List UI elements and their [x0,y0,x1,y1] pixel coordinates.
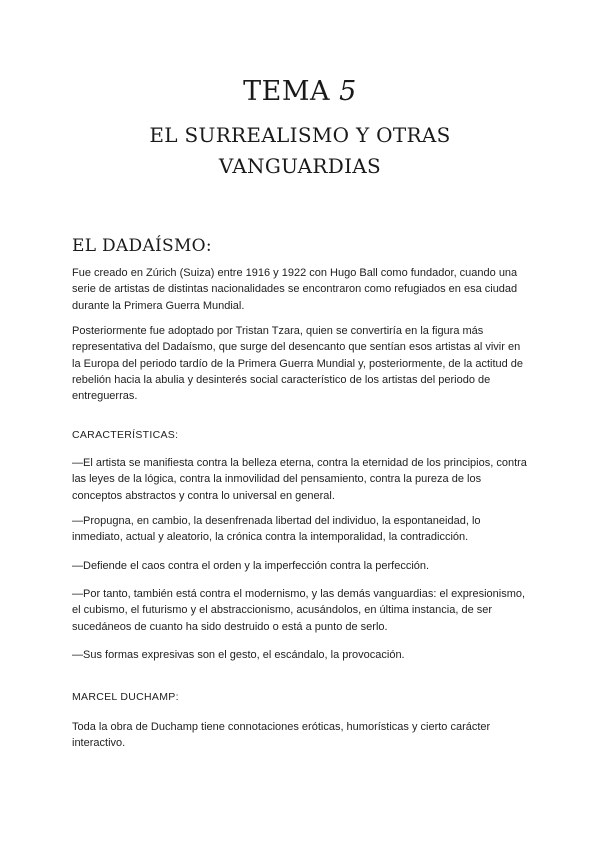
page-title [0,76,600,107]
subtitle-line-2: VANGUARDIAS [218,154,382,178]
caracteristica-item-2: —Propugna, en cambio, la desenfrenada libertad del individuo, la espontaneidad, lo inmediato, actual y aleatorio, la crónica contra la intemporalidad, la contradicción. [72,515,481,544]
page-subtitle [0,120,600,182]
paragraph-tzara: Posteriormente fue adoptado por Tristan Tzara, quien se convertiría en la figura más representativa del Dadaísmo, que surge del desencanto que sentían esos artistas al vivir en la Europa del periodo tardío de la Primera Guerra Mundial y, posteriormente, de la actitud de rebelión hacia la abulia y desinterés social característico de los artistas del periodo de entreguerras. [72,325,524,403]
label-caracteristicas: CARACTERÍSTICAS: [72,429,179,441]
caracteristica-item-4: —Por tanto, también está contra el modernismo, y las demás vanguardias: el expresionismo, el cubismo, el futurismo y el abstraccionismo, acusándolos, en última instancia, de ser sucedáneos de cuanto ha sido destruido o está a punto de serlo. [72,588,526,633]
label-marcel-duchamp: MARCEL DUCHAMP: [72,691,179,703]
caracteristica-item-5: —Sus formas expresivas son el gesto, el escándalo, la provocación. [72,649,405,661]
paragraph-origen: Fue creado en Zúrich (Suiza) entre 1916 y 1922 con Hugo Ball como fundador, cuando una serie de artistas de distintas nacionalidades se encontraron como refugiados en esa ciudad durante la Primera Guerra Mundial. [72,267,518,312]
paragraph-duchamp: Toda la obra de Duchamp tiene connotaciones eróticas, humorísticas y cierto carácter interactivo. [72,721,491,750]
caracteristica-item-3: —Defiende el caos contra el orden y la imperfección contra la perfección. [72,560,430,572]
section-heading-dadaismo: EL DADAÍSMO: [72,236,212,256]
subtitle-line-1: EL SURREALISMO Y OTRAS [149,123,451,147]
tema-word: TEMA [243,76,331,107]
caracteristica-item-1: —El artista se manifiesta contra la belleza eterna, contra la eternidad de los principios, contra las leyes de la lógica, contra la inmovilidad del pensamiento, contra la pureza de los conceptos abstractos y contra lo universal en general. [72,457,527,502]
tema-number: 5 [339,76,357,107]
